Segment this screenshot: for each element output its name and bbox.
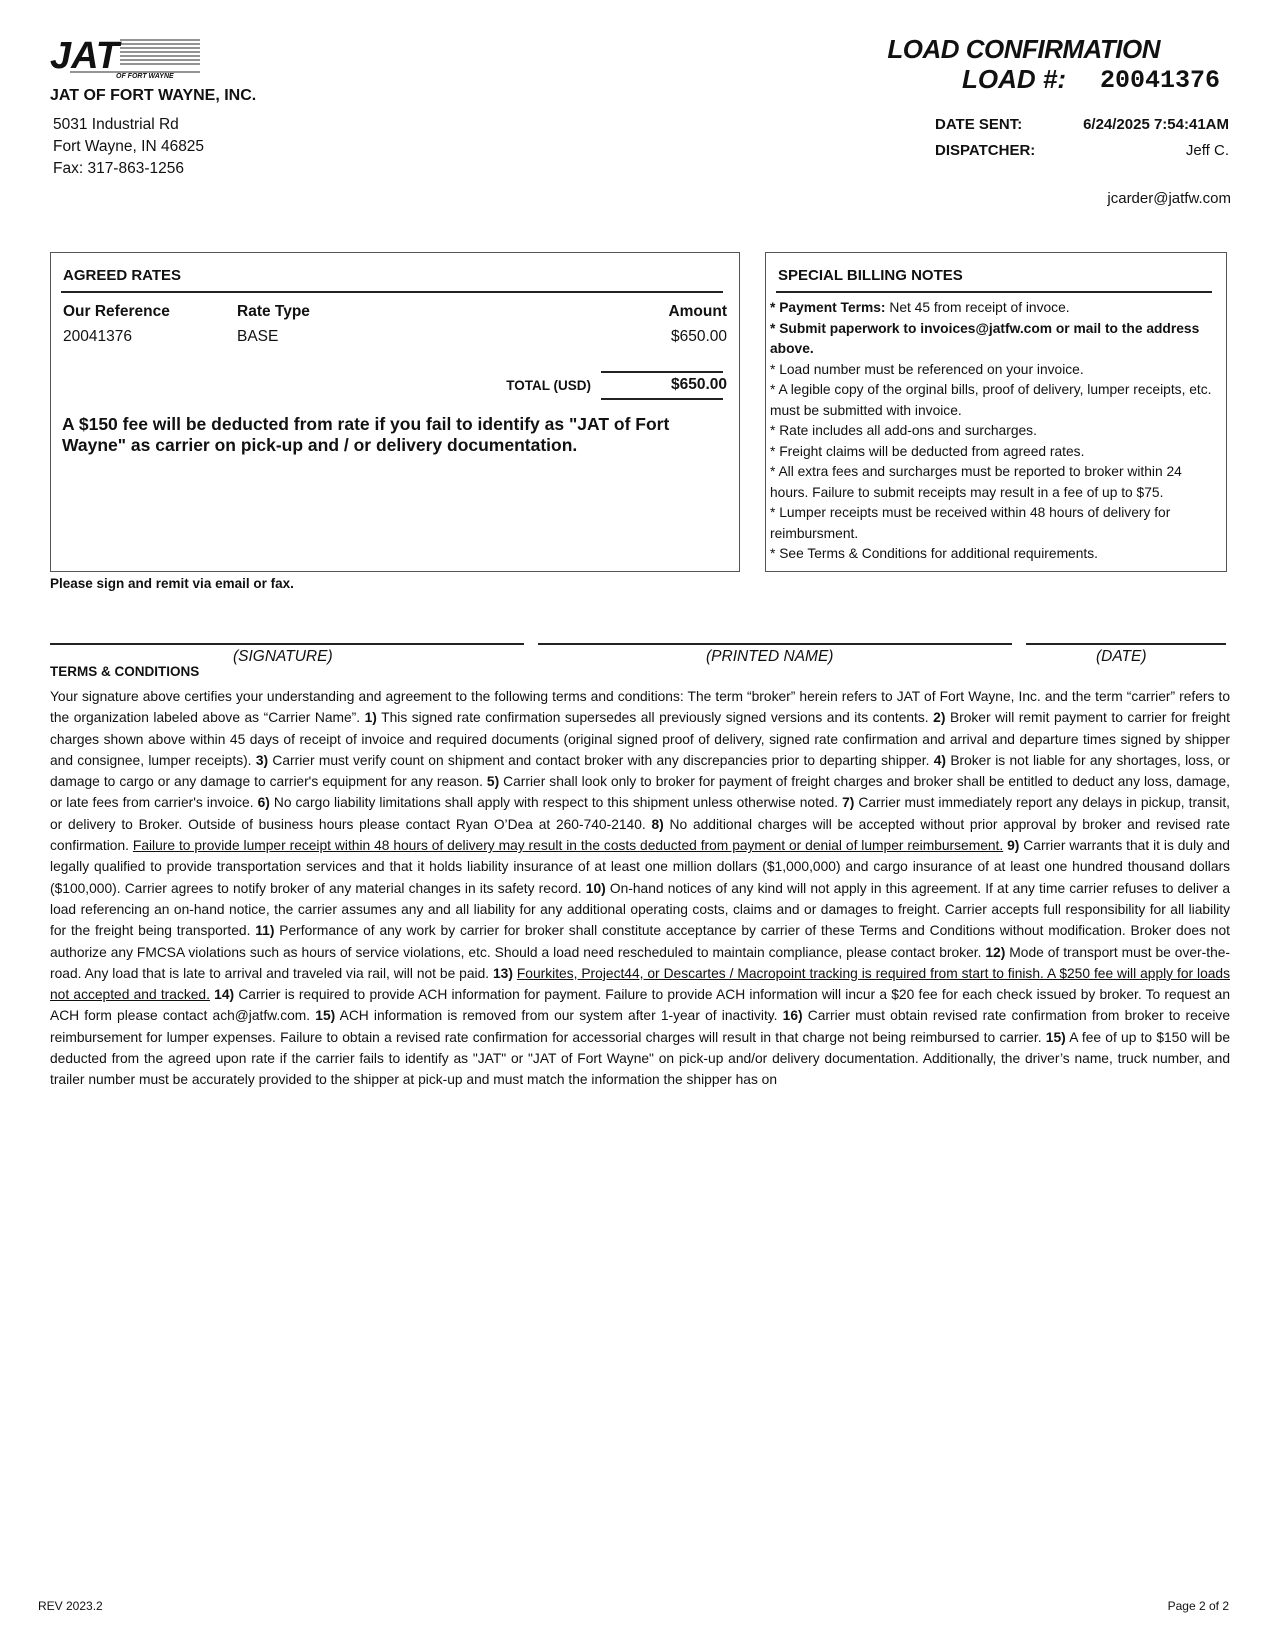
revision-label: REV 2023.2 <box>38 1599 103 1613</box>
signature-line[interactable] <box>50 643 524 645</box>
billing-note: * See Terms & Conditions for additional requirements. <box>770 546 1098 561</box>
fax-number: Fax: 317-863-1256 <box>53 160 184 177</box>
agreed-rates-title: AGREED RATES <box>63 267 182 284</box>
dispatcher-value: Jeff C. <box>1185 142 1229 159</box>
agreed-rates-box <box>50 252 740 572</box>
col-our-reference: Our Reference <box>63 303 170 320</box>
rate-reference: 20041376 <box>63 328 132 345</box>
page-title: LOAD CONFIRMATION <box>887 34 1160 64</box>
rate-amount: $650.00 <box>670 328 727 345</box>
dispatcher-label: DISPATCHER: <box>935 142 1036 159</box>
billing-note: * Freight claims will be deducted from agreed rates. <box>770 443 1085 459</box>
load-number-label: LOAD #: <box>962 64 1066 94</box>
logo-text: JAT <box>50 36 119 77</box>
billing-notes-title: SPECIAL BILLING NOTES <box>778 267 963 284</box>
billing-note: * All extra fees and surcharges must be reported to broker within 24 hours. Failure to submit receipts may result in a fee of up to $75. <box>770 464 1182 500</box>
terms-body: Your signature above certifies your understanding and agreement to the following terms and conditions: The term “broker” herein refers to JAT of Fort Wayne, Inc. and the term “carrier” refers to the organization labeled above as “Carrier Name”. 1) This signed rate confirmation supersedes all previously signed versions and its contents. 2) Broker will remit payment to carrier for freight charges shown above within 45 days of receipt of invoice and required documents (original signed proof of delivery, signed rate confirmation and arrival and departure times signed by shipper and consignee, lumper receipts). 3) Carrier must verify count on shipment and contact broker with any discrepancies prior to departing shipper. 4) Broker is not liable for any shortages, loss, or damage to cargo or any damage to carrier's equipment for any reason. 5) Carrier shall look only to broker for payment of freight charges and broker shall be entitled to deduct any loss, damage, or late fees from carrier's invoice. 6) No cargo liability limitations shall apply with respect to this shipment unless otherwise noted. 7) Carrier must immediately report any delays in pickup, transit, or delivery to Broker. Outside of business hours please contact Ryan O’Dea at 260-740-2140. 8) No additional charges will be accepted without prior approval by broker and revised rate confirmation. Failure to provide lumper receipt within 48 hours of delivery may result in the costs deducted from payment or denial of lumper reimbursement. 9) Carrier warrants that it is duly and legally qualified to provide transportation services and that it holds liability insurance of at least one million dollars ($1,000,000) and cargo insurance of at least one hundred thousand dollars ($100,000). Carrier agrees to notify broker of any material changes in its safety record. 10) On-hand notices of any kind will not apply in this agreement. If at any time carrier refuses to deliver a load referencing an on-hand notice, the carrier assumes any and all liability for any additional operating costs, claims and or damages to freight. Carrier accepts full responsibility for all liability for the freight being transported. 11) Performance of any work by carrier for broker shall constitute acceptance by carrier of these Terms and Conditions without modification. Broker does not authorize any FMCSA violations such as hours of service violations, etc. Should a load need rescheduled to maintain compliance, please contact broker. 12) Mode of transport must be over-the-road. Any load that is late to arrival and traveled via rail, will not be paid. 13) Fourkites, Project44, or Descartes / Macropoint tracking is required from start to finish. A $250 fee will apply for loads not accepted and tracked. 14) Carrier is required to provide ACH information for payment. Failure to provide ACH information will incur a $20 fee for each check issued by broker. To request an ACH form please contact ach@jatfw.com. 15) ACH information is removed from our system after 1-year of inactivity. 16) Carrier must obtain revised rate confirmation from broker to receive reimbursement for lumper expenses. Failure to obtain a revised rate confirmation for accessorial charges will result in that charge not being reimbursed to carrier. 15) A fee of up to $150 will be deducted from the agreed upon rate if the carrier fails to identify as "JAT" or "JAT of Fort Wayne" on pick-up and/or delivery documentation. Additionally, the driver’s name, truck number, and trailer number must be accurately provided to the shipper at pick-up and must match the information the shipper has on <box>50 689 1231 1088</box>
date-label: (DATE) <box>1096 648 1147 665</box>
signature-label: (SIGNATURE) <box>233 648 333 665</box>
load-number: 20041376 <box>1100 66 1221 95</box>
remit-instruction: Please sign and remit via email or fax. <box>50 576 294 591</box>
dispatcher-email: jcarder@jatfw.com <box>1107 190 1231 207</box>
terms-title: TERMS & CONDITIONS <box>50 664 200 679</box>
submit-paperwork-note: * Submit paperwork to invoices@jatfw.com or mail to the address above. <box>770 320 1200 356</box>
billing-note: * Load number must be referenced on your invoice. <box>770 361 1084 377</box>
printed-name-label: (PRINTED NAME) <box>706 648 834 665</box>
company-name: JAT OF FORT WAYNE, INC. <box>50 87 257 104</box>
printed-name-line[interactable] <box>538 643 1012 645</box>
payment-terms-note <box>770 298 1222 319</box>
address-line2: Fort Wayne, IN 46825 <box>53 138 205 155</box>
date-sent-label: DATE SENT: <box>935 116 1023 133</box>
payment-terms-label: * Payment Terms: <box>770 300 886 315</box>
payment-terms-value: Net 45 from receipt of invoce. <box>885 300 1070 315</box>
billing-note: * Lumper receipts must be received within 48 hours of delivery for reimbursment. <box>770 505 1171 541</box>
billing-notes-rule <box>776 291 1212 293</box>
billing-notes-list <box>770 298 1222 565</box>
address-line1: 5031 Industrial Rd <box>53 116 179 133</box>
total-rule <box>601 371 723 373</box>
date-sent-value: 6/24/2025 7:54:41AM <box>1083 116 1229 133</box>
col-amount: Amount <box>668 303 727 320</box>
billing-note: * A legible copy of the orginal bills, proof of delivery, lumper receipts, etc. must be submitted with invoice. <box>770 382 1212 418</box>
page-number: Page 2 of 2 <box>1167 1599 1229 1613</box>
total-label: TOTAL (USD) <box>506 378 591 393</box>
col-rate-type: Rate Type <box>237 303 310 320</box>
identification-fee-note: A $150 fee will be deducted from rate if you fail to identify as "JAT of Fort Wayne" as carrier on pick-up and / or delivery documentation. <box>62 414 670 455</box>
date-line[interactable] <box>1026 643 1226 645</box>
logo-subtext: OF FORT WAYNE <box>116 73 174 80</box>
rate-type: BASE <box>237 328 279 345</box>
total-underline <box>601 398 723 400</box>
total-amount: $650.00 <box>670 376 727 393</box>
company-logo <box>50 36 202 80</box>
billing-note: * Rate includes all add-ons and surcharges. <box>770 423 1037 438</box>
agreed-rates-rule <box>61 291 723 293</box>
